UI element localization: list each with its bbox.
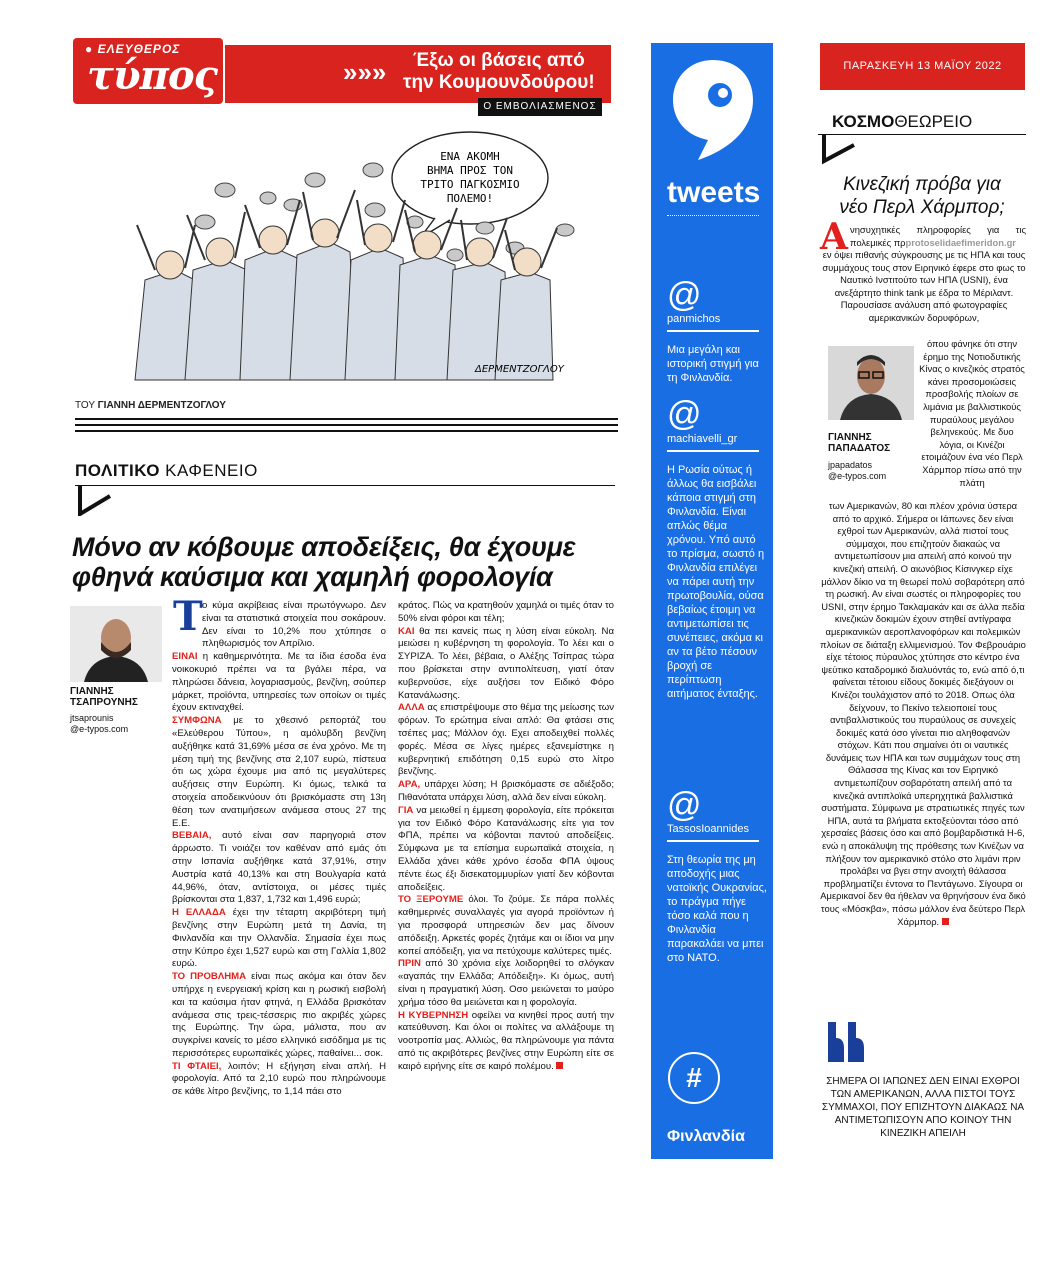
paragraph: ΤΟ ΞΕΡΟΥΜΕ όλοι. Το ζούμε. Σε πάρα πολλές καθημερινές συναλλαγές για αγορά προϊόντων ή για προσφορά υπηρεσιών δεν μας δίνουν απόδειξη. Αρκετές φορές ζητάμε και οι ίδιοι να μην κοπεί απόδειξη, για να πετύχουμε καλύτερες τιμές.	[398, 894, 614, 957]
paragraph: ΣΥΜΦΩΝΑ με το χθεσινό ρεπορτάζ του «Ελεύθερου Τύπου», η αμόλυβδη βενζίνη αυξήθηκε κατά 31,69% μέσα σε ένα χρόνο. Με τη μέση τιμή της βενζίνης στα 2,107 ευρώ, πίστευα ότι ως χώρα έχουμε μια από τις μεγαλύτερες αυξήσεις στην Ευρώπη. Κι όμως, τελικά τα στοιχεία αποδεικνύουν ότι βρισκόμαστε στη 13η θέση των ανατιμήσεων ανάμεσα στους 27 της Ε.Ε.	[172, 715, 386, 829]
logo-main: τύπος	[87, 52, 217, 99]
tweet-rule	[667, 330, 759, 332]
article-column-2	[398, 600, 614, 1073]
article-headline: Μόνο αν κόβουμε αποδείξεις, θα έχουμε φθηνά καύσιμα και χαμηλή φορολογία	[72, 532, 576, 592]
paragraph: ΕΙΝΑΙ η καθημερινότητα. Με τα ίδια έσοδα ένα νοικοκυριό πρέπει να τα βγάλει πέρα, να πληρώσει δάνεια, λογαριασμούς, βενζίνη, σούπερ μάρκετ, προϊόντα, υπηρεσίες των οποίων οι τιμές έχουν εκτιναχθεί.	[172, 651, 386, 714]
divider	[75, 430, 618, 432]
paragraph: ΒΕΒΑΙΑ, αυτό είναι σαν παρηγοριά στον άρρωστο. Τι νοιάζει τον καθέναν από εμάς ότι στην Ισπανία αυξήθηκε κατά 37,91%, στην Αυστρία κατά 40,13% και στη Βουλγαρία κατά 44,96%, όταν, αντίστοιχα, οι μέσες τιμές βρίσκονται στα 1,837, 1,732 και 1,496 ευρώ;	[172, 830, 386, 906]
bubble-line-3: ΤΡΙΤΟ ΠΑΓΚΟΣΜΙΟ	[420, 178, 520, 191]
section-notch-icon	[822, 135, 862, 165]
end-mark-icon	[942, 918, 949, 925]
tweet-handle: TassosIoannides	[667, 823, 749, 835]
pull-quote: ΣΗΜΕΡΑ ΟΙ ΙΑΠΩΝΕΣ ΔΕΝ ΕΙΝΑΙ ΕΧΘΡΟΙ ΤΩΝ ΑΜΕΡΙΚΑΝΩΝ, ΑΛΛΑ ΠΙΣΤΟΙ ΤΟΥΣ ΣΥΜΜΑΧΟΙ, ΠΟΥ ΕΠΙΖΗΤΟΥΝ ΔΙΑΚΑΩΣ ΝΑ ΑΝΤΙΜΕΤΩΠΙΣΟΥΝ ΑΠΟ ΚΟΙΝΟΥ ΤΗΝ ΚΙΝΕΖΙΚΗ ΑΠΕΙΛΗ	[821, 1076, 1025, 1139]
tweet-rule	[667, 840, 759, 842]
arrows-icon: »»»	[343, 57, 387, 87]
at-icon: @	[667, 786, 702, 824]
bubble-line-1: ΕΝΑ ΑΚΟΜΗ	[440, 150, 500, 163]
end-mark-icon	[556, 1062, 563, 1069]
author-photo	[828, 346, 914, 420]
paragraph: ΓΙΑ να μειωθεί η έμμεση φορολογία, είτε πρόκειται για τον Ειδικό Φόρο Κατανάλωσης είτε για τον ΦΠΑ, πρέπει να κόβονται παντού αποδείξεις. Σύμφωνα με τα επίσημα ευρωπαϊκά στοιχεία, η Ελλάδα χάνει κάθε χρόνο έσοδα ΦΠΑ ύψους πέντε έως έξι δισεκατομμυρίων γιατί δεν κόβονται αποδείξεις.	[398, 804, 614, 893]
divider	[75, 418, 618, 420]
tweet-handle: panmichos	[667, 313, 721, 325]
bubble-line-2: ΒΗΜΑ ΠΡΟΣ ΤΟΝ	[426, 164, 514, 177]
issue-date: ΠΑΡΑΣΚΕΥΗ 13 ΜΑΪΟΥ 2022	[820, 43, 1025, 90]
article-column-1	[172, 593, 387, 1099]
paragraph: ΑΛΛΑ ας επιστρέψουμε στο θέμα της μείωσης των φόρων. Το ερώτημα είναι απλό: Θα φτάσει στις τσέπες μας; Μάλλον όχι. Εχει αποδειχθεί πολλές φορές. Μέσα σε λίγες ημέρες εξανεμίστηκε η κυβερνητική επιδότηση 0,15 ευρώ στο λίτρο βενζίνης.	[398, 702, 614, 778]
section-notch-icon	[78, 486, 118, 516]
tweet-text: Μια μεγάλη και ιστορική στιγμή για τη Φινλανδία.	[667, 344, 759, 384]
at-icon: @	[667, 276, 702, 314]
cartoonist-signature: ΔΕΡΜΕΝΤΖΟΓΛΟΥ	[475, 364, 564, 375]
section-title: ΠΟΛΙΤΙΚΟ ΚΑΦΕΝΕΙΟ	[75, 461, 258, 480]
cartoon-credit: ΤΟΥ ΓΙΑΝΝΗ ΔΕΡΜΕΝΤΖΟΓΛΟΥ	[75, 400, 226, 411]
logo-top: ● ΕΛΕΥΘΕΡΟΣ	[85, 42, 181, 56]
paragraph: ΚΑΙ θα πει κανείς πως η λύση είναι εύκολη. Να μειώσει η κυβέρνηση τη φορολογία. Το λέει και ο ΣΥΡΙΖΑ. Το λέει, βέβαια, ο Αλέξης Τσίπρας τώρα που βρίσκεται στην αντιπολίτευση, γιατί όταν κυβερνούσε, είχε αυξήσει τον Ειδικό Φόρο Κατανάλωσης.	[398, 625, 614, 701]
political-cartoon	[75, 130, 615, 392]
section-rule	[75, 485, 615, 486]
newspaper-logo	[73, 38, 223, 104]
right-text-rest: των Αμερικανών, 80 και πλέον χρόνια ύστερα από το αρχικό. Σήμερα οι Ιάπωνες δεν είναι εχθροί των Αμερικανών, αλλά πιστοί τους σύμμαχοι, που επιζητούν διακαώς να αντιμετωπίσουν μια απειλή από κοινού την κινεζική απειλή. Ο αιωνόβιος Κίσινγκερ είχε μάλλον δίκιο να τη θεωρεί πολύ σοβαρότερη από τη ρωσική. Αν είναι σωστές οι πληροφορίες του USNI, στην έρημο Τακλαμακάν και σε άλλα πεδία κινεζικών δοκιμών έχουν στηθεί αντίγραφα αμερικανικών αεροπλανοφόρων και πολεμικών πλοίων σε διάταξη ελλιμενισμού. Τον Φεβρουάριο είχε τέτοιος πύραυλος χτύπησε στο κέντρο ένα ψεύτικο καταδρομικό διαλυόντάς το, ενώ από ό,τι φαίνεται τέτοιου είδους δοκιμές διεξάγουν οι Κινέζοι τουλάχιστον από το 2018. Οπως όλα δείχνουν, το Πεκίνο τελειοποιεί τους αντιβαλλιστικούς του πυραύλους σε συνεχείς δοκιμές κατά όσο γίνεται πιο αληθοφανών στόχων. Κάτι που σημαίνει ότι οι ναυτικές δυνάμεις των ΗΠΑ και των συμμάχων τους στη Θάλασσα της Κίνας και τον Ειρηνικό αντιμετωπίζουν σοβαρότατη απειλή από τα κινεζικά αντιπλοϊκά υπερηχητικά βαλλιστικά συστήματα. Σύμφωνα με στρατιωτικές πηγές των ΗΠΑ, αυτά τα βλήματα εκτοξεύονται τόσο από χερσαίες βάσεις όσο και από βομβαρδιστικά Η-6, ενώ η αποκάλυψη της πρόθεσης των Κινέζων να πλήξουν τον αμερικανικό στόλο στο λιμάνι πριν προλάβει να βγει στην ανοιχτή θάλασσα προβληματίζει έντονα το Πεντάγωνο. Σίγουρα οι Αμερικανοί δεν θα ήθελαν να θρηνήσουν ένα δικό τους «Μόσκβα», πόσω μάλλον ένα δεύτερο Περλ Χάρμπορ.	[820, 500, 1026, 927]
headline-banner	[225, 45, 611, 103]
drop-cap: Τ	[173, 593, 203, 640]
paragraph: Η ΕΛΛΑΔΑ έχει την τέταρτη ακριβότερη τιμή βενζίνης στην Ευρώπη μετά τη Δανία, τη Φινλανδία και την Ολλανδία. Σημασία έχει πως στην Κύπρο έχει 1,527 ευρώ και στη Γαλλία 1,802 ευρώ.	[172, 907, 386, 970]
paragraph: ο κύμα ακρίβειας είναι πρωτόγνωρο. Δεν είναι τα στατιστικά στοιχεία που σοκάρουν. Δεν είναι το 10,2% που χτύπησε ο πληθωρισμός τον Απρίλιο.	[202, 600, 386, 650]
quote-mark-icon	[826, 1020, 866, 1064]
tweets-title: tweets	[667, 176, 761, 209]
author-handle: jpapadatos @e-typos.com	[828, 460, 887, 481]
paragraph: ΠΡΙΝ από 30 χρόνια είχε λοιδορηθεί το σλόγκαν «αγαπάς την Ελλάδα; Απόδειξη». Κι όμως, αυτή είναι η πραγματική λύση. Οσο μειώνεται το μαύρο χρήμα τόσο θα μειώνεται και η φορολογία.	[398, 958, 614, 1008]
hashtag-icon: #	[668, 1052, 720, 1104]
tweets-dotted-rule	[667, 215, 759, 216]
watermark: protoselidaefimeridon.gr	[905, 236, 1016, 248]
hashtag-label: Φινλανδία	[667, 1128, 745, 1145]
paragraph: κράτος. Πώς να κρατηθούν χαμηλά οι τιμές όταν το 50% είναι φόροι και τέλη;	[398, 600, 614, 624]
right-text-top: νησυχητικές πληροφορίες για τις πολεμικές πρprotoselidaefimeridon.gr	[850, 224, 1026, 248]
bubble-line-4: ΠΟΛΕΜΟ!	[446, 192, 494, 205]
banner-text: Έξω οι βάσεις από την Κουμουνδούρου!	[403, 50, 595, 93]
tweet-handle: machiavelli_gr	[667, 433, 738, 445]
right-headline: Κινεζική πρόβα για νέο Περλ Χάρμπορ;	[839, 174, 1005, 218]
bird-logo-icon	[668, 55, 758, 165]
author-photo	[70, 606, 162, 682]
paragraph: ΤΟ ΠΡΟΒΛΗΜΑ είναι πως ακόμα και όταν δεν υπήρχε η ενεργειακή κρίση και η ρωσική εισβολή και τα καύσιμα ήταν φτηνά, η Ελλάδα βρισκόταν ανάμεσα στις τρεις-τέσσερις πιο ακριβές χώρες της Ευρώπης. Την ώρα, μάλιστα, που αν συγκρίνει κανείς το μέσο ελληνικό εισόδημα με τις περισσότερες ευρωπαϊκές χώρες, παθαίνει... σοκ.	[172, 971, 387, 1059]
paragraph: ΑΡΑ, υπάρχει λύση; Η βρισκόμαστε σε αδιέξοδο; Πιθανότατα υπάρχει λύση, αλλά δεν είναι εύκολη.	[398, 779, 614, 803]
right-section-title: ΚΟΣΜΟΘΕΩΡΕΙΟ	[832, 112, 973, 131]
right-text-main: εν όψει πιθανής σύγκρουσης με τις ΗΠΑ και τους συμμάχους τους στον Ειρηνικό έφερε στο φως το Ναυτικό Ινστιτούτο των ΗΠΑ (USNI), ένα ανεξάρτητο think tank με έδρα το Μέριλαντ. Παρουσίασε ανάλυση από φωτογραφίες αμερικανικών δορυφόρων,	[822, 249, 1026, 323]
tweet-text: Η Ρωσία ούτως ή άλλως θα εισβάλει κάποια στιγμή στη Φινλανδία. Είναι απλώς θέμα χρόνου. Υπό αυτό το πρίσμα, σωστό η Φινλανδία επιλέγει να πάρει αυτή την πρωτοβουλία, ούσα βεβαίως έτοιμη να αντιμετωπίσει τις συνέπειες, ακόμα κι αν τα βέτο πέσουν βροχή σε περίπτωση αιτήματος ένταξης.	[667, 464, 765, 700]
tweet-rule	[667, 450, 759, 452]
tweet-text: Στη θεωρία της μη αποδοχής μιας νατοϊκής Ουκρανίας, το πράγμα πήγε τόσο καλά που η Φινλανδία παρακαλάει να μπει στο ΝΑΤΟ.	[667, 854, 767, 964]
right-text-wrap: όπου φάνηκε ότι στην έρημο της Νοτιοδυτικής Κίνας ο κινεζικός στρατός κάνει προσομοιώσεις προσβολής πλοίων σε λιμάνια με βαλλιστικούς πυραύλους μεγάλου βεληνεκούς. Με δυο λόγια, οι Κινέζοι ετοιμάζουν ένα νέο Περλ Χάρμπορ πίσω από την πλάτη	[919, 338, 1025, 488]
paragraph: ΤΙ ΦΤΑΙΕΙ, λοιπόν; Η εξήγηση είναι απλή. Η φορολογία. Από τα 2,10 ευρώ που πληρώνουμε σε κάθε λίτρο βενζίνης, το 1,14 πάει στο	[172, 1060, 387, 1098]
author-name: ΓΙΑΝΝΗΣ ΤΣΑΠΡΟΥΝΗΣ	[70, 686, 138, 708]
author-name: ΓΙΑΝΝΗΣ ΠΑΠΑΔΑΤΟΣ	[828, 432, 891, 454]
at-icon: @	[667, 395, 702, 433]
divider	[75, 424, 618, 426]
drop-cap: Α	[820, 216, 848, 258]
author-handle: jtsaprounis @e-typos.com	[70, 713, 129, 734]
paragraph: Η ΚΥΒΕΡΝΗΣΗ οφείλει να κινηθεί προς αυτή την κατεύθυνση. Και όλοι οι πολίτες να αλλάξουμε τη νοοτροπία μας. Αλλιώς, θα πληρώνουμε για πάντα από τις ακριβότερες βενζίνες στην Ευρώπη είτε σε καιρό ειρήνης είτε σε καιρό πολέμου.	[398, 1009, 614, 1072]
column-tag: Ο ΕΜΒΟΛΙΑΣΜΕΝΟΣ	[478, 98, 602, 116]
